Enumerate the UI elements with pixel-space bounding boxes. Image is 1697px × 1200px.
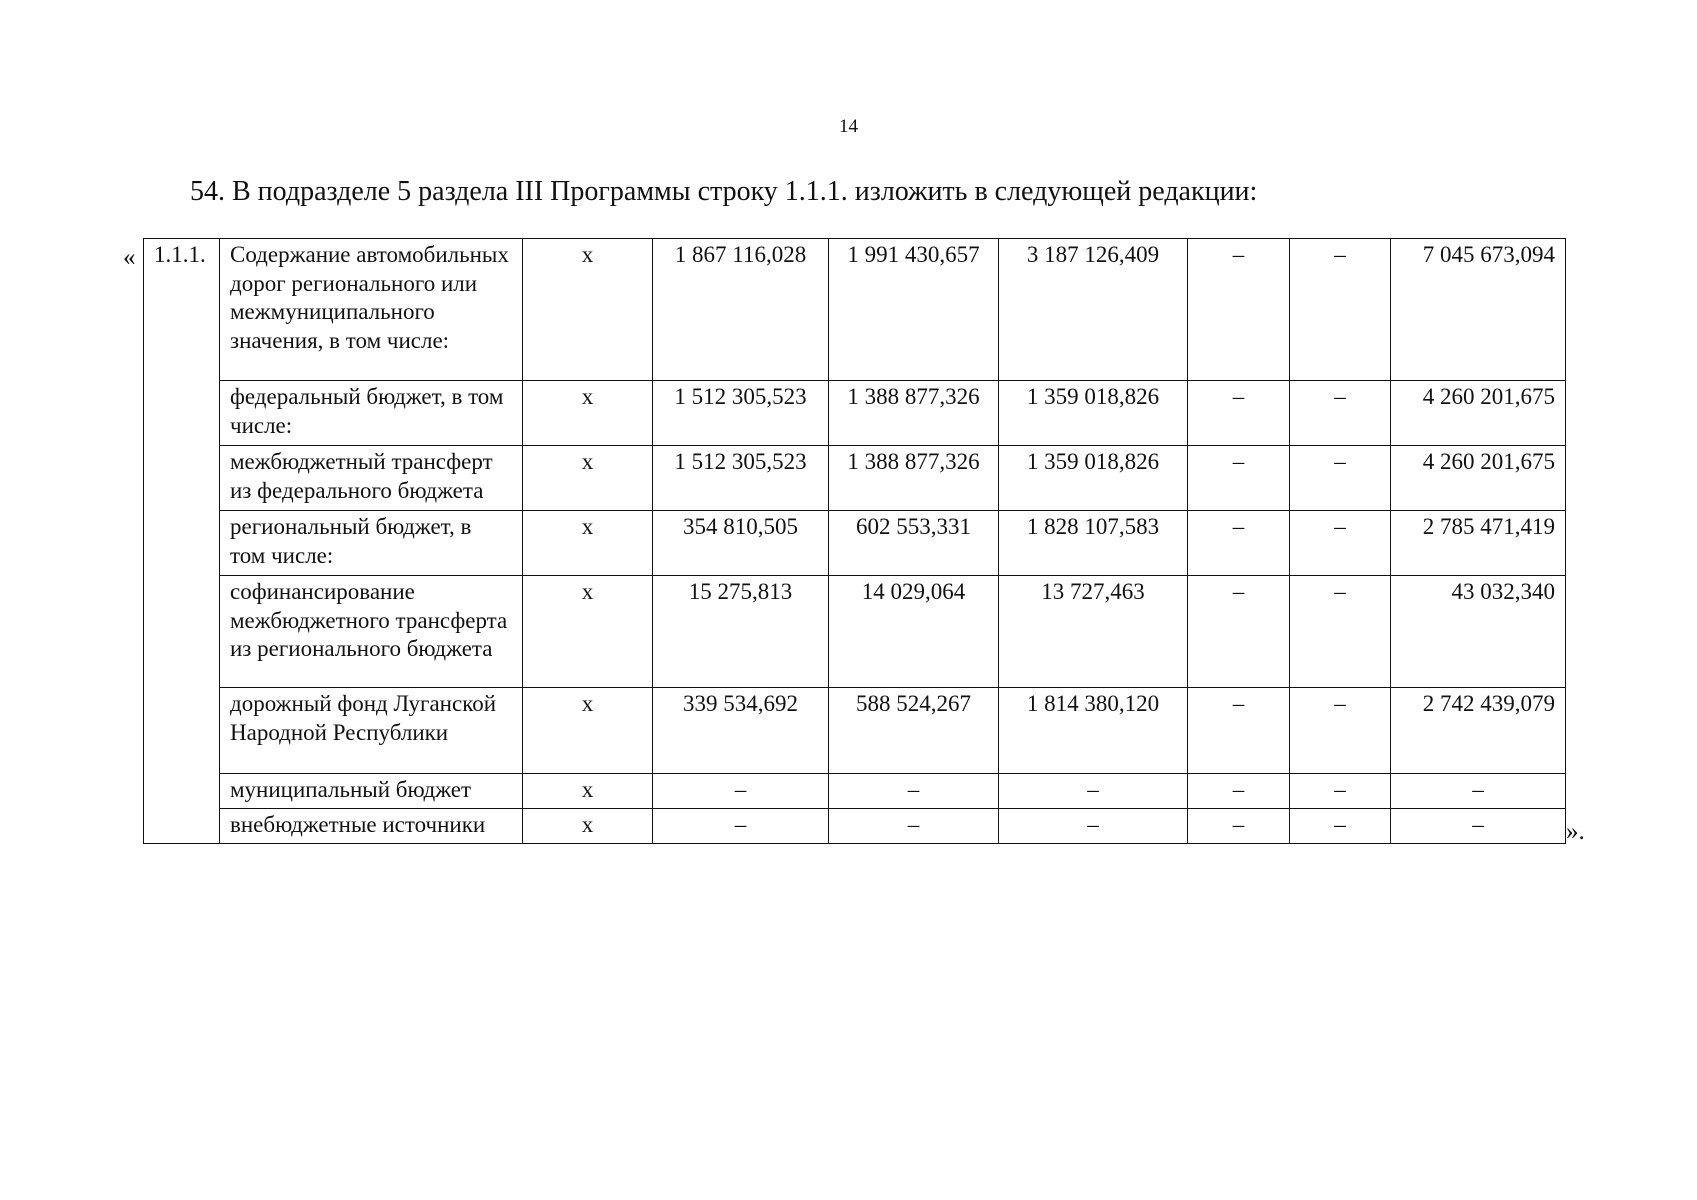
row-total: 2 785 471,419 (1391, 511, 1566, 576)
row-value-2: 14 029,064 (829, 576, 999, 688)
budget-table (143, 238, 1566, 844)
row-value-2: 1 388 877,326 (829, 381, 999, 446)
row-value-3: – (999, 809, 1188, 844)
row-value-5: – (1290, 774, 1391, 809)
row-value-4: – (1188, 239, 1290, 381)
row-value-1: 354 810,505 (653, 511, 829, 576)
table-row (144, 446, 1566, 511)
row-value-3: – (999, 774, 1188, 809)
row-total: 43 032,340 (1391, 576, 1566, 688)
table-row (144, 511, 1566, 576)
row-x-mark: х (523, 774, 653, 809)
row-x-mark: х (523, 446, 653, 511)
row-value-4: – (1188, 511, 1290, 576)
row-name: муниципальный бюджет (220, 774, 523, 809)
row-total: 4 260 201,675 (1391, 446, 1566, 511)
row-total: 2 742 439,079 (1391, 688, 1566, 774)
row-value-1: 339 534,692 (653, 688, 829, 774)
row-value-3: 1 359 018,826 (999, 381, 1188, 446)
table-row (144, 809, 1566, 844)
row-x-mark: х (523, 688, 653, 774)
row-code: 1.1.1. (144, 239, 220, 844)
row-value-2: 1 388 877,326 (829, 446, 999, 511)
row-value-3: 1 359 018,826 (999, 446, 1188, 511)
row-value-5: – (1290, 446, 1391, 511)
row-name: Содержание автомобильных дорог регионального или межмуниципального значения, в том числе: (220, 239, 523, 381)
row-value-4: – (1188, 576, 1290, 688)
row-value-2: – (829, 774, 999, 809)
amendment-heading: 54. В подразделе 5 раздела III Программы строку 1.1.1. изложить в следующей редакции: (190, 176, 1258, 207)
row-name: региональный бюджет, в том числе: (220, 511, 523, 576)
row-value-5: – (1290, 239, 1391, 381)
row-value-1: – (653, 774, 829, 809)
row-value-2: 602 553,331 (829, 511, 999, 576)
page-number: 14 (839, 116, 858, 137)
row-total: 4 260 201,675 (1391, 381, 1566, 446)
row-value-1: 1 512 305,523 (653, 381, 829, 446)
table-row (144, 688, 1566, 774)
row-value-2: 588 524,267 (829, 688, 999, 774)
row-name: межбюджетный трансферт из федерального бюджета (220, 446, 523, 511)
opening-quote: « (123, 244, 136, 271)
row-total: 7 045 673,094 (1391, 239, 1566, 381)
row-value-4: – (1188, 688, 1290, 774)
row-value-1: – (653, 809, 829, 844)
row-value-2: – (829, 809, 999, 844)
row-value-4: – (1188, 774, 1290, 809)
row-value-3: 1 814 380,120 (999, 688, 1188, 774)
row-x-mark: х (523, 511, 653, 576)
row-value-5: – (1290, 809, 1391, 844)
row-x-mark: х (523, 809, 653, 844)
row-value-3: 3 187 126,409 (999, 239, 1188, 381)
row-x-mark: х (523, 239, 653, 381)
row-value-3: 1 828 107,583 (999, 511, 1188, 576)
table-row (144, 381, 1566, 446)
row-value-5: – (1290, 688, 1391, 774)
table-row (144, 576, 1566, 688)
row-value-4: – (1188, 446, 1290, 511)
row-value-1: 1 512 305,523 (653, 446, 829, 511)
row-value-4: – (1188, 381, 1290, 446)
closing-quote: ». (1566, 818, 1585, 845)
row-value-1: 15 275,813 (653, 576, 829, 688)
row-value-3: 13 727,463 (999, 576, 1188, 688)
row-x-mark: х (523, 576, 653, 688)
row-name: федеральный бюджет, в том числе: (220, 381, 523, 446)
row-x-mark: х (523, 381, 653, 446)
row-value-4: – (1188, 809, 1290, 844)
row-total: – (1391, 809, 1566, 844)
table-row (144, 774, 1566, 809)
row-value-2: 1 991 430,657 (829, 239, 999, 381)
row-name: софинансирование межбюджетного трансферта из регионального бюджета (220, 576, 523, 688)
row-total: – (1391, 774, 1566, 809)
table-row (144, 239, 1566, 381)
row-value-1: 1 867 116,028 (653, 239, 829, 381)
row-name: внебюджетные источники (220, 809, 523, 844)
row-value-5: – (1290, 381, 1391, 446)
row-value-5: – (1290, 576, 1391, 688)
row-value-5: – (1290, 511, 1391, 576)
row-name: дорожный фонд Луганской Народной Республики (220, 688, 523, 774)
